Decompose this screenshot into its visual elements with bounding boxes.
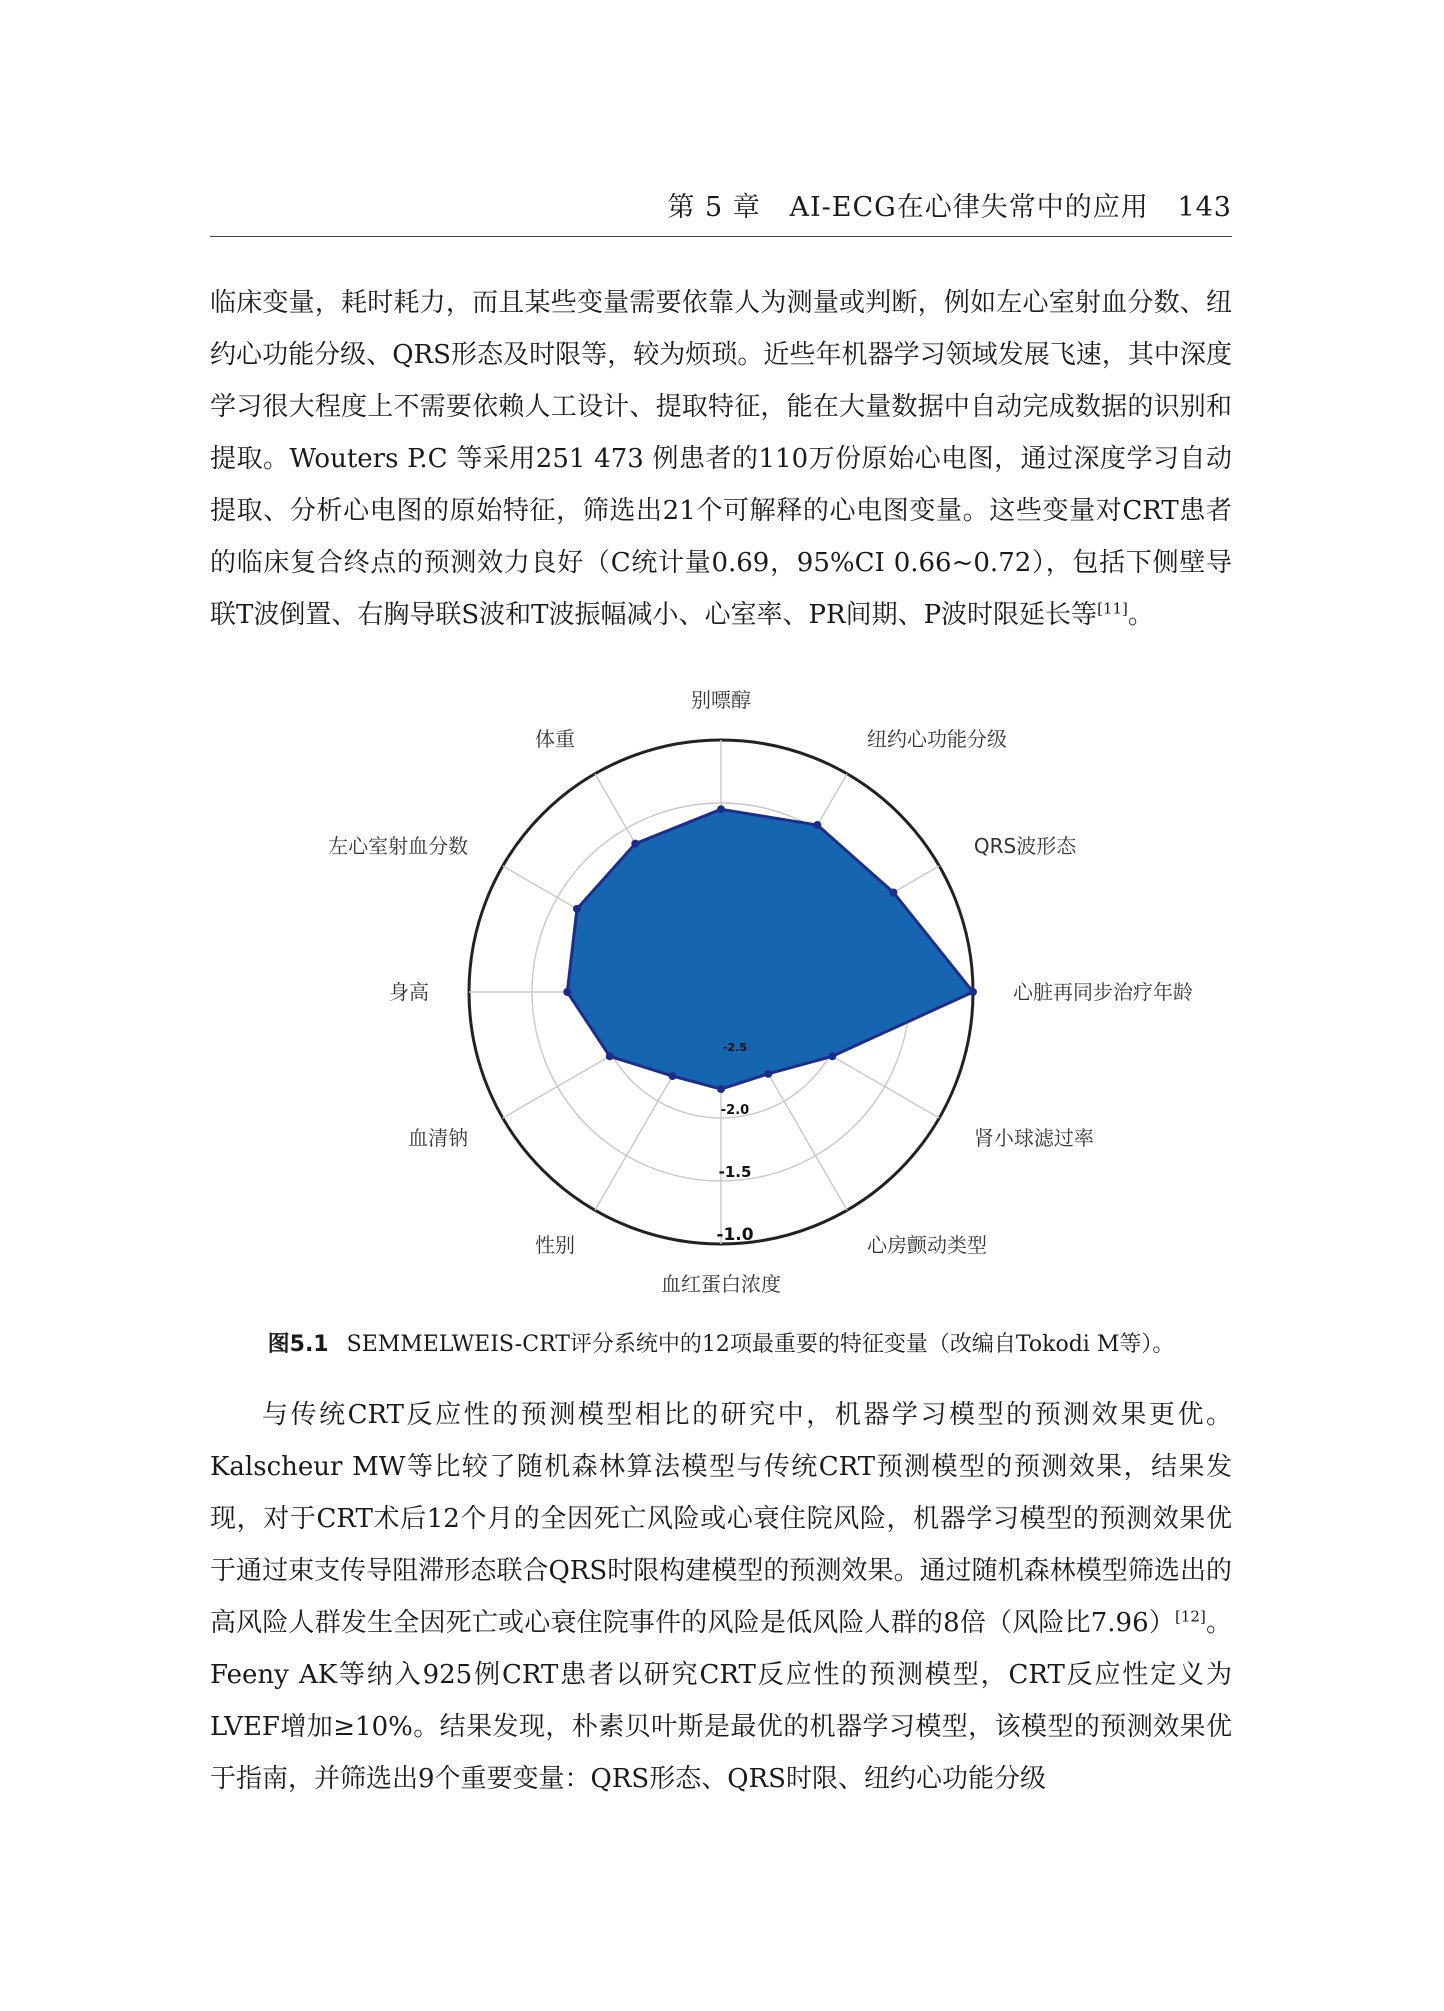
radar-data-point bbox=[606, 1052, 614, 1060]
running-header bbox=[210, 185, 1232, 224]
radar-data-point bbox=[764, 1070, 772, 1078]
figure-caption-text: SEMMELWEIS-CRT评分系统中的12项最重要的特征变量（改编自Tokodi M等）。 bbox=[346, 1332, 1175, 1357]
chapter-number: 第 5 章 bbox=[667, 192, 761, 223]
radar-axis-label: 血清钠 bbox=[408, 1126, 469, 1150]
radar-data-point bbox=[563, 988, 571, 996]
radar-tick-label: -2.5 bbox=[722, 1041, 748, 1054]
radar-axis-label: 纽约心功能分级 bbox=[867, 727, 1007, 752]
body-paragraph-1 bbox=[210, 277, 1232, 641]
radar-data-point bbox=[631, 840, 639, 848]
radar-axis-label: 心脏再同步治疗年龄 bbox=[1013, 980, 1193, 1004]
radar-axis-label: 性别 bbox=[535, 1232, 575, 1257]
radar-data-point bbox=[828, 1052, 836, 1060]
paragraph-2-part1: 与传统CRT反应性的预测模型相比的研究中，机器学习模型的预测效果更优。Kalscheur MW等比较了随机森林算法模型与传统CRT预测模型的预测效果，结果发现，对于CRT术后12个月的全因死亡风险或心衰住院风险，机器学习模型的预测效果优于通过束支传导阻滞形态联合QRS时限构建模型的预测效果。通过随机森林模型筛选出的高风险人群发生全因死亡或心衰住院事件的风险是低风险人群的8倍（风险比7.96） bbox=[210, 1400, 1232, 1638]
radar-data-point bbox=[969, 988, 977, 996]
radar-data-point bbox=[889, 888, 897, 896]
radar-chart-svg bbox=[210, 680, 1232, 1320]
radar-tick-label: -1.0 bbox=[716, 1225, 754, 1245]
paragraph-1-text: 临床变量，耗时耗力，而且某些变量需要依靠人为测量或判断，例如左心室射血分数、纽约心功能分级、QRS形态及时限等，较为烦琐。近些年机器学习领域发展飞速，其中深度学习很大程度上不需要依赖人工设计、提取特征，能在大量数据中自动完成数据的识别和提取。Wouters P.C 等采用251 473 例患者的110万份原始心电图，通过深度学习自动提取、分析心电图的原始特征，筛选出21个可解释的心电图变量。这些变量对CRT患者的临床复合终点的预测效力良好（C统计量0.69，95%CI 0.66~0.72），包括下侧壁导联T波倒置、右胸导联S波和T波振幅减小、心室率、PR间期、P波时限延长等 bbox=[210, 288, 1232, 630]
body-paragraph-2 bbox=[210, 1389, 1232, 1805]
radar-series-area bbox=[567, 809, 973, 1089]
radar-axis-label: 体重 bbox=[535, 727, 575, 752]
paragraph-1-end: 。 bbox=[1127, 600, 1154, 630]
radar-data-point bbox=[573, 905, 581, 913]
citation-12: [12] bbox=[1175, 1607, 1206, 1626]
radar-axis-label: QRS波形态 bbox=[973, 834, 1077, 858]
radar-data-point bbox=[813, 821, 821, 829]
chapter-title: AI-ECG在心律失常中的应用 bbox=[789, 192, 1149, 223]
radar-axis-label: 血红蛋白浓度 bbox=[661, 1272, 781, 1296]
header-divider bbox=[210, 236, 1232, 237]
radar-data-point bbox=[717, 1085, 725, 1093]
radar-axis-label: 别嘌醇 bbox=[691, 688, 751, 712]
citation-11: [11] bbox=[1097, 599, 1128, 618]
figure-caption bbox=[210, 1327, 1232, 1358]
radar-axis-label: 身高 bbox=[389, 980, 429, 1004]
figure-number: 图5.1 bbox=[267, 1332, 329, 1357]
radar-tick-label: -1.5 bbox=[718, 1163, 752, 1181]
radar-tick-label: -2.0 bbox=[720, 1103, 750, 1118]
radar-chart bbox=[210, 680, 1232, 1320]
radar-data-point bbox=[717, 805, 725, 813]
radar-axis-label: 肾小球滤过率 bbox=[973, 1126, 1094, 1150]
paragraph-2-part2: 。Feeny AK等纳入925例CRT患者以研究CRT反应性的预测模型，CRT反应性定义为LVEF增加≥10%。结果发现，朴素贝叶斯是最优的机器学习模型，该模型的预测效果优于指南，并筛选出9个重要变量：QRS形态、QRS时限、纽约心功能分级 bbox=[210, 1608, 1232, 1794]
radar-axis-label: 心房颤动类型 bbox=[867, 1232, 987, 1257]
radar-data-point bbox=[668, 1072, 676, 1080]
radar-axis-label: 左心室射血分数 bbox=[328, 834, 469, 858]
page-number: 143 bbox=[1177, 192, 1232, 223]
